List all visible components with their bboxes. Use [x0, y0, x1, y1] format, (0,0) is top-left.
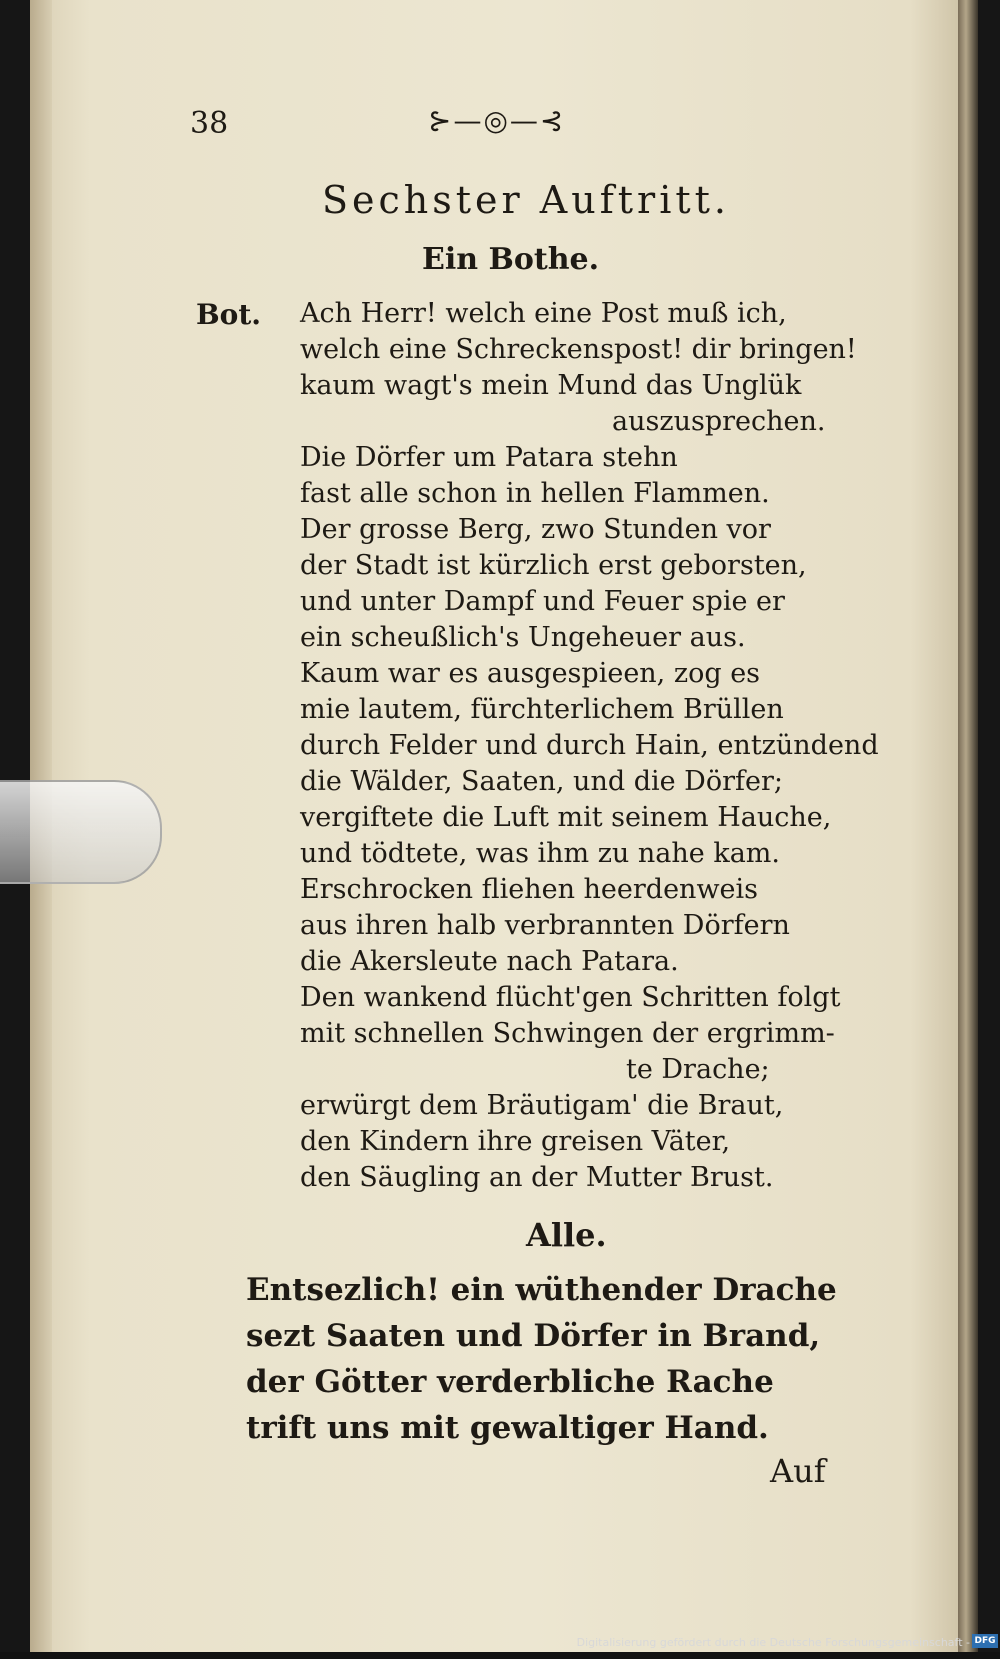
verse-line: erwürgt dem Bräutigam' die Braut, — [300, 1090, 784, 1121]
dfg-logo: DFG — [972, 1634, 998, 1648]
verse-line: Erschrocken fliehen heerdenweis — [300, 874, 759, 905]
verse-line: und unter Dampf und Feuer spie er — [300, 586, 785, 617]
catchword: Auf — [770, 1452, 826, 1490]
verse-line: mit schnellen Schwingen der ergrimm- — [300, 1018, 835, 1049]
chorus-label: Alle. — [526, 1216, 607, 1254]
verse-line: der Stadt ist kürzlich erst geborsten, — [300, 550, 807, 581]
verse-line: Kaum war es ausgespieen, zog es — [300, 658, 761, 689]
verse-line: und tödtete, was ihm zu nahe kam. — [300, 838, 780, 869]
verse-line: durch Felder und durch Hain, entzündend — [300, 730, 879, 761]
verse-line: Die Dörfer um Patara stehn — [300, 442, 678, 473]
footer-credit: Digitalisierung gefördert durch die Deutsche Forschungsgemeinschaft - — [576, 1636, 970, 1649]
footer-bar — [0, 1652, 1000, 1659]
scene-title: Sechster Auftritt. — [322, 178, 730, 222]
verse-line: mie lautem, fürchterlichem Brüllen — [300, 694, 784, 725]
page-number: 38 — [190, 106, 229, 141]
chorus-line: Entsezlich! ein wüthender Drache — [246, 1272, 837, 1308]
verse-line: welch eine Schreckenspost! dir bringen! — [300, 334, 857, 365]
verse-line: kaum wagt's mein Mund das Unglük — [300, 370, 802, 401]
chorus-line: trift uns mit gewaltiger Hand. — [246, 1410, 769, 1446]
verse-line: die Wälder, Saaten, und die Dörfer; — [300, 766, 783, 797]
verse-line: vergiftete die Luft mit seinem Hauche, — [300, 802, 832, 833]
verse-line: Ach Herr! welch eine Post muß ich, — [300, 298, 787, 329]
header-ornament: ⊱—◎—⊰ — [428, 104, 566, 137]
scene-cast: Ein Bothe. — [422, 242, 600, 277]
book-gutter — [958, 0, 978, 1652]
speaker-label: Bot. — [196, 298, 262, 331]
verse-line: den Kindern ihre greisen Väter, — [300, 1126, 731, 1157]
verse-line: te Drache; — [626, 1054, 770, 1085]
verse-line: ein scheußlich's Ungeheuer aus. — [300, 622, 746, 653]
chorus-line: sezt Saaten und Dörfer in Brand, — [246, 1318, 821, 1354]
verse-line: Den wankend flücht'gen Schritten folgt — [300, 982, 841, 1013]
bookmark-clip — [0, 780, 162, 884]
verse-line: fast alle schon in hellen Flammen. — [300, 478, 770, 509]
verse-line: aus ihren halb verbrannten Dörfern — [300, 910, 790, 941]
verse-line: Der grosse Berg, zwo Stunden vor — [300, 514, 771, 545]
verse-line: den Säugling an der Mutter Brust. — [300, 1162, 774, 1193]
verse-line: auszusprechen. — [612, 406, 826, 437]
chorus-line: der Götter verderbliche Rache — [246, 1364, 774, 1400]
verse-line: die Akersleute nach Patara. — [300, 946, 679, 977]
